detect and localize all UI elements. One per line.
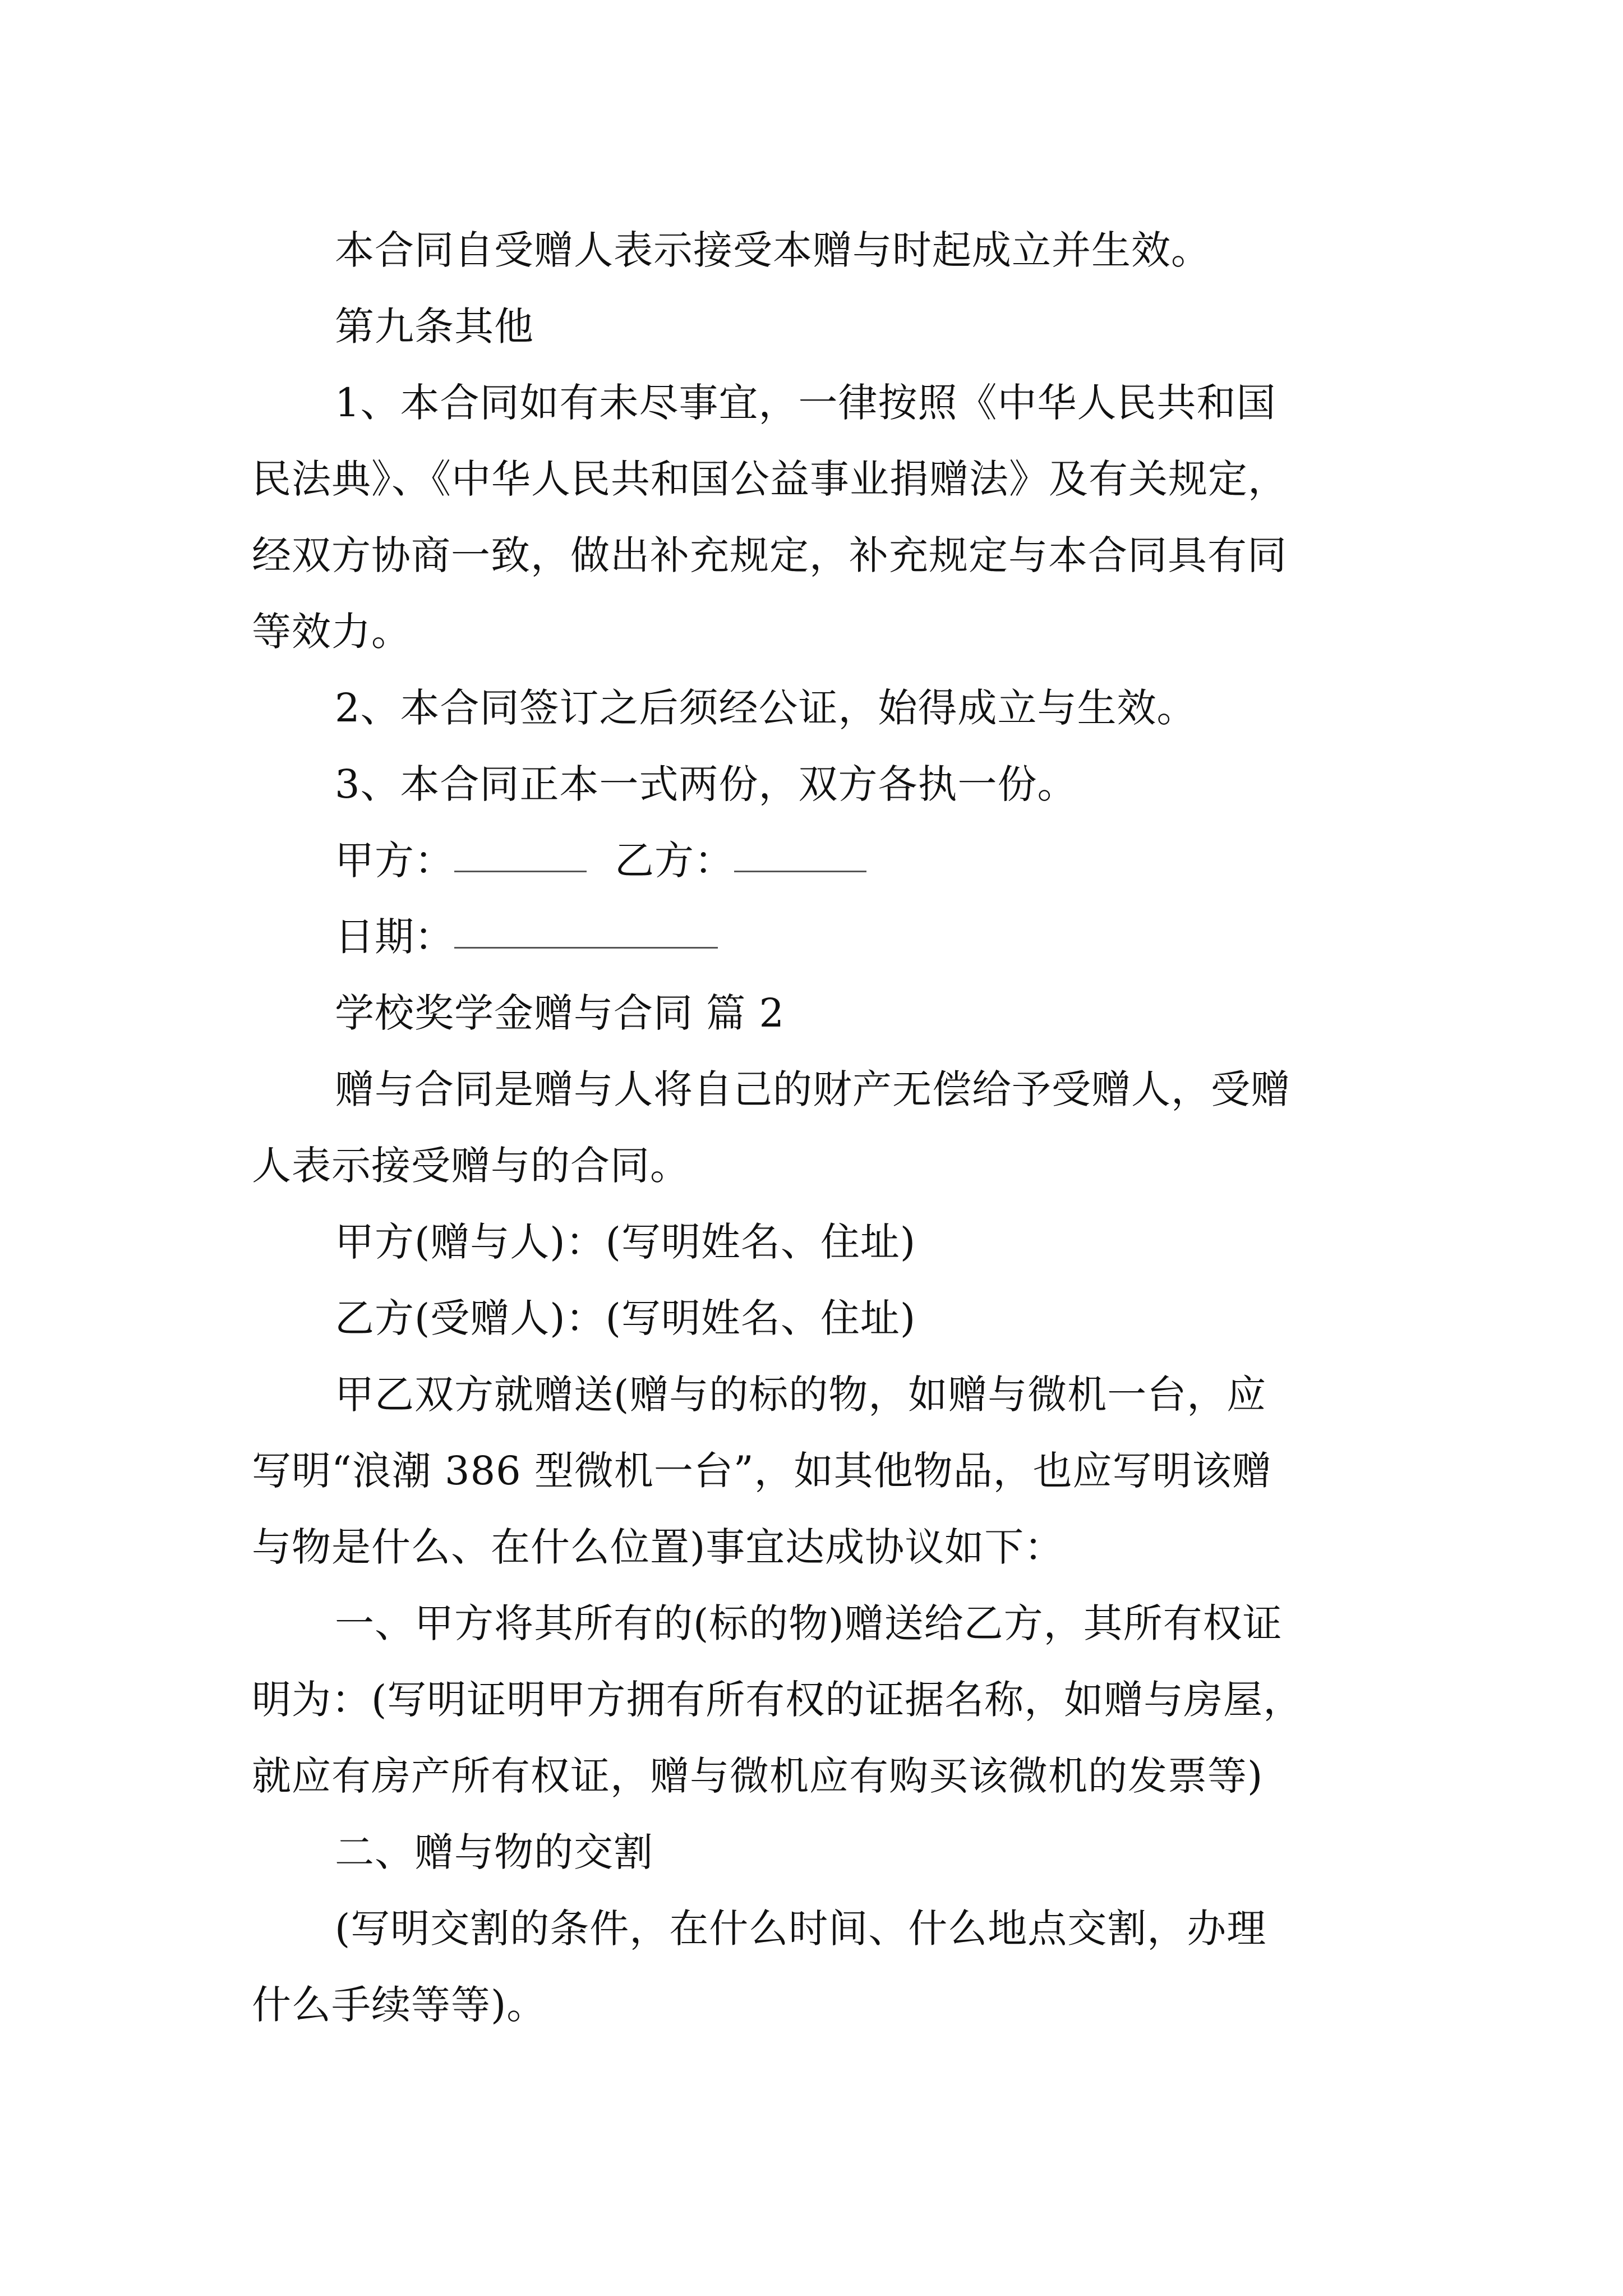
- paragraph-line: 与物是什么、在什么位置)事宜达成协议如下：: [252, 1524, 1064, 1570]
- section-heading: 二、赠与物的交割: [335, 1829, 653, 1875]
- document-body: [252, 212, 1385, 2043]
- paragraph-line: 民法典》、《中华人民共和国公益事业捐赠法》及有关规定，: [252, 456, 1288, 502]
- party-b-label: 乙方：: [615, 838, 734, 884]
- contract-title: 学校奖学金赠与合同 篇 2: [335, 990, 785, 1036]
- paragraph-line: 就应有房产所有权证，赠与微机应有购买该微机的发票等): [252, 1753, 1264, 1799]
- paragraph-line: 明为：(写明证明甲方拥有所有权的证据名称，如赠与房屋，: [252, 1677, 1303, 1723]
- date-label: 日期：: [335, 914, 454, 960]
- paragraph-line: 一、甲方将其所有的(标的物)赠送给乙方，其所有权证: [335, 1600, 1283, 1646]
- section-heading: 第九条其他: [335, 303, 534, 349]
- signature-parties-line: [252, 822, 1385, 899]
- paragraph-line: 什么手续等等)。: [252, 1982, 547, 2028]
- party-a-label: 甲方：: [335, 838, 454, 884]
- party-b-signature-blank: [734, 822, 866, 872]
- paragraph-line: 等效力。: [252, 609, 411, 655]
- paragraph-line: 乙方(受赠人)：(写明姓名、住址): [335, 1295, 916, 1341]
- signature-date-line: [252, 899, 1385, 975]
- paragraph-line: 甲乙双方就赠送(赠与的标的物，如赠与微机一台，应: [335, 1372, 1267, 1418]
- paragraph-line: 本合同自受赠人表示接受本赠与时起成立并生效。: [335, 227, 1211, 273]
- paragraph-line: 1、本合同如有未尽事宜，一律按照《中华人民共和国: [335, 380, 1276, 426]
- paragraph-line: 赠与合同是赠与人将自己的财产无偿给予受赠人，受赠: [335, 1066, 1290, 1112]
- paragraph-line: 经双方协商一致，做出补充规定，补充规定与本合同具有同: [252, 532, 1287, 578]
- paragraph-line: 人表示接受赠与的合同。: [252, 1143, 690, 1189]
- paragraph-line: 甲方(赠与人)：(写明姓名、住址): [335, 1219, 916, 1265]
- paragraph-line: 2、本合同签订之后须经公证，始得成立与生效。: [335, 685, 1197, 731]
- paragraph-line: 3、本合同正本一式两份，双方各执一份。: [335, 761, 1077, 807]
- paragraph-line: (写明交割的条件，在什么时间、什么地点交割，办理: [335, 1906, 1267, 1952]
- date-blank: [454, 899, 718, 949]
- paragraph-line: 写明“浪潮 386 型微机一台”，如其他物品，也应写明该赠: [252, 1448, 1272, 1494]
- party-a-signature-blank: [454, 822, 587, 872]
